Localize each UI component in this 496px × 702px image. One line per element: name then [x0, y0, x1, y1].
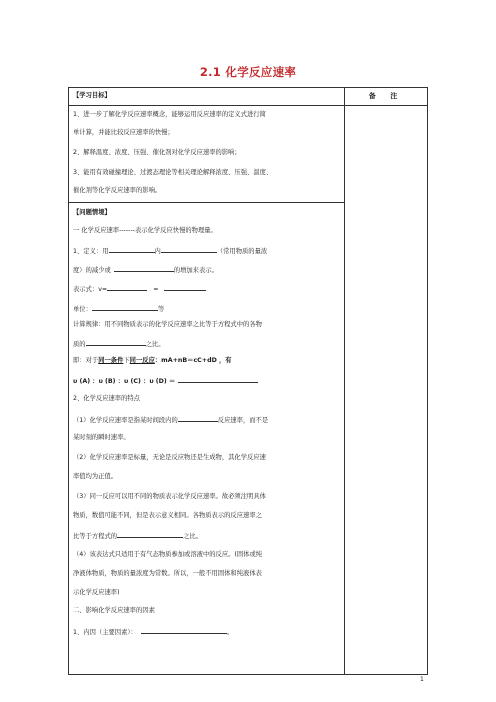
blank-2[interactable] — [161, 245, 217, 253]
feature-4-line-1: （4）该表达式只适用于有气态物质参加或溶液中的反应。(固体或纯 — [73, 551, 263, 558]
feature-1-line-2: 某时刻的瞬时速率。 — [73, 434, 130, 441]
internal-factor-line — [69, 626, 340, 639]
section-rule — [69, 202, 344, 203]
feature-3-line-2: 物质，数值可能不同，但是表示意义相同。各物质表示的反应速率之 — [73, 512, 262, 519]
expression-line — [69, 283, 340, 296]
blank-5[interactable] — [164, 283, 206, 291]
feature-2-line-1: （2）化学反应速率是标量，无论是反应物还是生成物，其化学反应速 — [73, 454, 266, 461]
feature-3-line-3 — [69, 530, 340, 543]
blank-11[interactable] — [141, 626, 227, 634]
blank-8[interactable] — [178, 375, 258, 383]
definition-line-1 — [69, 245, 340, 258]
goal-2: 2、解释温度、浓度、压强、催化剂对化学反应速率的影响； — [73, 149, 241, 156]
worksheet-table — [68, 87, 428, 675]
calc-rule-line-2 — [69, 338, 340, 351]
feature-4-line-3: 示化学反应速率) — [73, 589, 120, 596]
calc-rule-line-1: 计算规律：用不同物质表示的化学反应速率之比等于方程式中的各物 — [73, 321, 262, 328]
same-text-a: 即：对于 — [73, 357, 99, 364]
rate-ratio-text: υ (A) ：υ (B) ：υ (C) ：υ (D) ＝ — [73, 378, 176, 385]
blank-3[interactable] — [114, 264, 174, 272]
feature-2-line-2: 率值均为正值。 — [73, 473, 118, 480]
definition-line-2 — [69, 264, 340, 277]
definition-text-c: （常用物质的量浓 — [216, 248, 268, 255]
definition-text-b: 内 — [154, 248, 161, 255]
same-condition: 同一条件 — [98, 357, 124, 364]
learning-goals-heading: 【学习目标】 — [73, 92, 111, 99]
blank-4[interactable] — [107, 283, 147, 291]
calc-rule-text-b: 之比。 — [145, 341, 165, 348]
goal-1-line-2: 单计算，并能比较反应速率的快慢； — [73, 129, 174, 136]
feature-1-text-a: （1）化学反应速率是指某时间段内的 — [73, 417, 178, 424]
blank-7[interactable] — [86, 338, 146, 346]
definition-text-a: 1、定义：用 — [73, 248, 109, 255]
definition-text-e: 的增加来表示。 — [173, 267, 218, 274]
blank-10[interactable] — [117, 530, 183, 538]
same-text-b: 下 — [123, 357, 130, 364]
blank-1[interactable] — [109, 245, 155, 253]
equals-sign: = — [153, 286, 159, 293]
goal-3-line-1: 3、能用有效碰撞理论、过渡态理论等相关理论解释浓度、压强、温度、 — [73, 169, 273, 176]
rate-intro: 一 化学反应速率-------表示化学反应快慢的物理量。 — [73, 227, 217, 234]
goal-3-line-2: 催化剂等化学反应速率的影响。 — [73, 187, 162, 194]
unit-label: 单位： — [73, 306, 92, 313]
reaction-equation: ：mA+nB＝cC+dD ，有 — [154, 357, 232, 364]
feature-3-line-1: （3）同一反应可以用不同的物质表示化学反应速率。故必须注明具体 — [73, 493, 266, 500]
blank-9[interactable] — [178, 414, 218, 422]
feature-1-line-1 — [69, 414, 340, 427]
rate-ratio-line — [69, 375, 340, 388]
feature-3-text-b: 之比。 — [183, 533, 202, 540]
feature-1-text-b: 反应速率，而不是 — [217, 417, 269, 424]
column-divider — [344, 88, 345, 674]
definition-text-d: 度）的减少或 — [73, 267, 111, 274]
page-title: 2.1 化学反应速率 — [199, 65, 297, 79]
page-number: 1 — [420, 676, 424, 683]
problem-situation-heading: 【问题情境】 — [73, 209, 111, 216]
unit-suffix: 等 — [157, 306, 165, 313]
main-column — [69, 88, 344, 674]
feature-4-line-2: 净液体物质，物质的量浓度为常数。所以，一般不用固体和纯液体表 — [73, 570, 262, 577]
goal-1-line-1: 1、进一步了解化学反应速率概念，能够运用反应速率的定义式进行简 — [73, 111, 266, 118]
factors-heading: 二、影响化学反应速率的因素 — [73, 607, 155, 614]
same-reaction: 同一反应 — [129, 357, 155, 364]
internal-factor-end: 。 — [226, 629, 234, 636]
calc-rule-text-a: 质的 — [73, 341, 86, 348]
features-heading: 2、化学反应速率的特点 — [73, 395, 140, 402]
feature-3-text-a: 比等于方程式的 — [73, 533, 118, 540]
blank-6[interactable] — [92, 303, 158, 311]
internal-factor-text: 1、内因（主要因素）： — [73, 629, 137, 636]
unit-line — [69, 303, 340, 316]
same-reaction-line — [69, 356, 340, 367]
notes-column-header: 备 注 — [345, 88, 427, 106]
heading-rule — [69, 105, 344, 106]
expression-label: 表示式：v= — [73, 286, 108, 293]
